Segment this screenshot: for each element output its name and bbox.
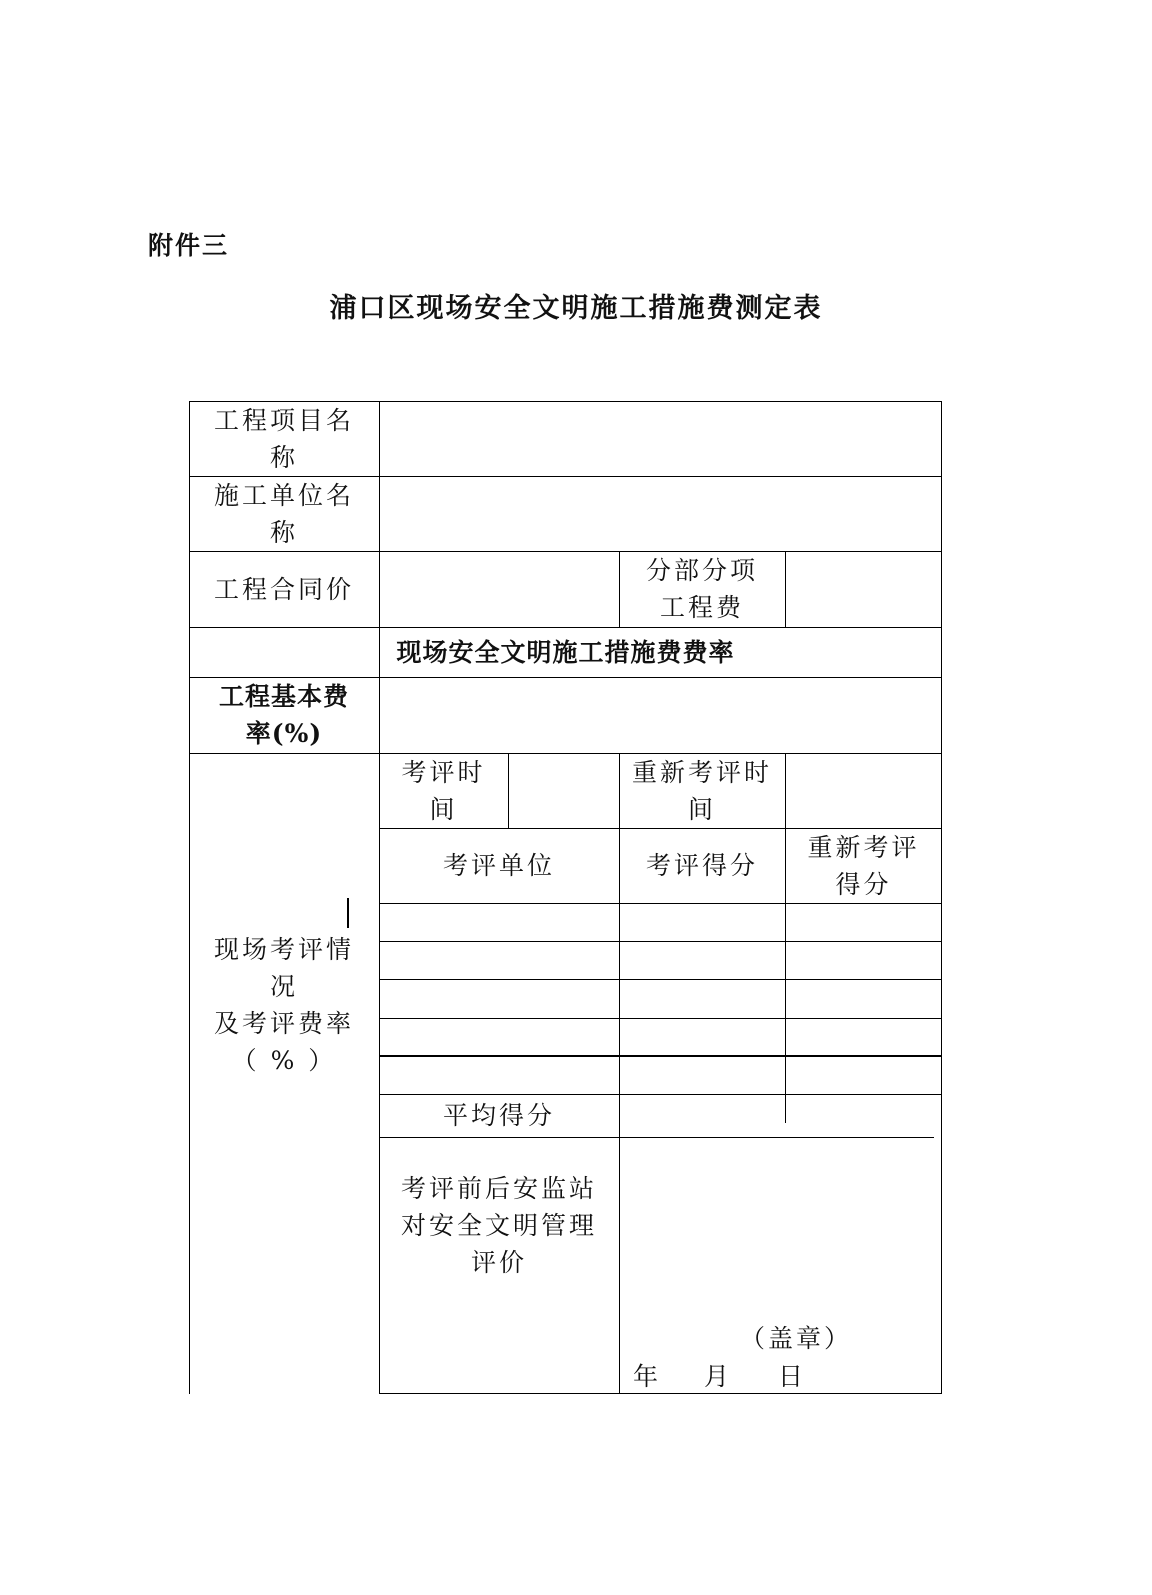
date-year: 年 — [633, 1362, 662, 1391]
row-divider — [379, 1018, 942, 1019]
row-divider — [379, 1055, 942, 1057]
review-time-field[interactable] — [509, 754, 619, 828]
review-unit-header: 考评单位 — [442, 851, 555, 880]
table-border-right-lower — [941, 1137, 942, 1394]
contract-price-field[interactable] — [380, 552, 619, 627]
average-score-label: 平均得分 — [442, 1101, 555, 1130]
station-evaluation-field[interactable] — [620, 1138, 941, 1318]
re-review-time-label: 重新考评时 间 — [631, 757, 772, 824]
section-title: 现场安全文明施工措施费费率 — [396, 637, 735, 667]
site-review-label: 现场考评情 况 及考评费率 （ % ） — [213, 935, 354, 1075]
contractor-name-label: 施工单位名 称 — [213, 480, 354, 547]
review-score-header: 考评得分 — [645, 851, 758, 880]
page-title: 浦口区现场安全文明施工措施费测定表 — [329, 293, 823, 324]
date-month: 月 — [704, 1362, 733, 1391]
base-rate-label: 工程基本费 率(%) — [218, 682, 349, 748]
row-divider — [379, 979, 942, 980]
review-time-label: 考评时 间 — [401, 757, 486, 824]
table-border-right-upper — [941, 401, 942, 1137]
subitem-cost-label: 分部分项 工程费 — [645, 556, 758, 622]
table-border-bottom — [379, 1393, 942, 1394]
seal-label: （盖章） — [740, 1324, 853, 1353]
row-divider — [379, 941, 942, 942]
project-name-field[interactable] — [380, 402, 941, 476]
date-day: 日 — [778, 1362, 807, 1391]
project-name-label: 工程项目名 称 — [213, 405, 354, 472]
row-divider — [379, 903, 942, 904]
re-review-time-field[interactable] — [786, 754, 941, 828]
station-evaluation-label: 考评前后安监站 对安全文明管理 评价 — [400, 1174, 597, 1277]
re-review-score-header: 重新考评 得分 — [807, 832, 920, 899]
base-rate-field[interactable] — [380, 678, 941, 753]
contract-price-label: 工程合同价 — [213, 574, 354, 604]
attachment-label: 附件三 — [148, 231, 230, 260]
subitem-cost-field[interactable] — [786, 552, 941, 627]
contractor-name-field[interactable] — [380, 477, 941, 551]
stray-mark — [347, 898, 349, 928]
average-score-field[interactable] — [620, 1095, 785, 1137]
